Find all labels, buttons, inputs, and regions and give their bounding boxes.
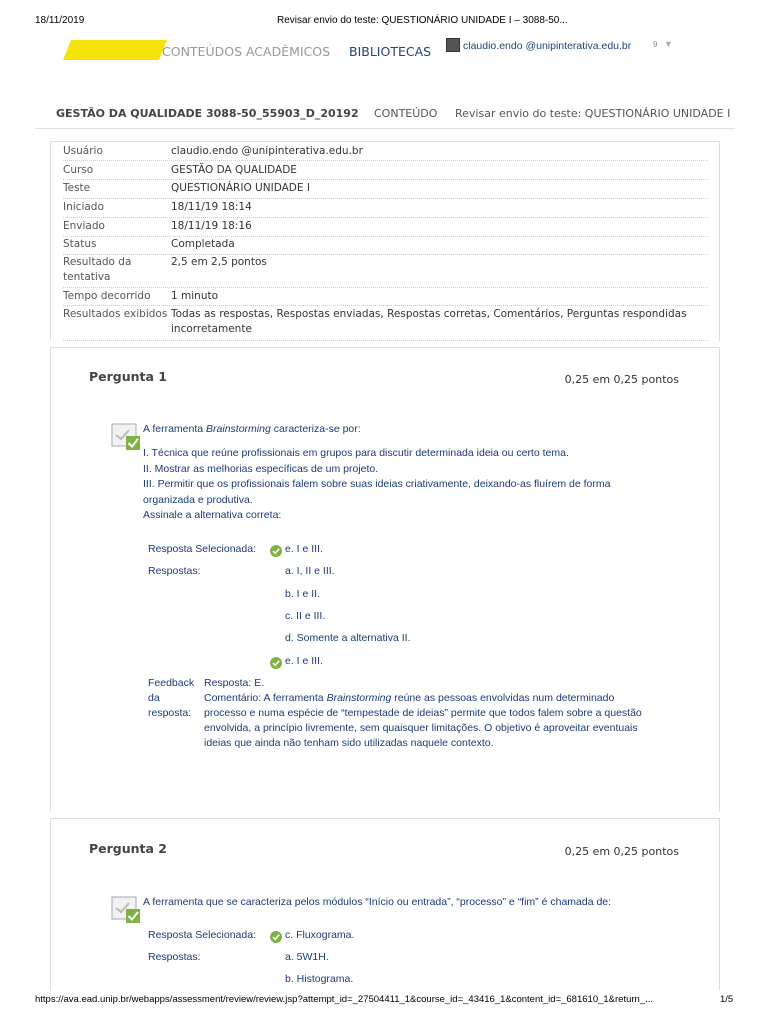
summary-value: 18/11/19 18:16 [171,220,252,232]
answers-label: Respostas: [148,951,201,963]
comment-em: Brainstorming [326,692,392,704]
question-prompt [143,422,683,438]
question-title: Pergunta 1 [89,369,168,384]
summary-value: GESTÃO DA QUALIDADE [171,164,297,176]
answers-label: Respostas: [148,565,201,577]
feedback-comment [204,691,649,751]
breadcrumb-content[interactable]: CONTEÚDO [374,107,438,120]
print-url: https://ava.ead.unip.br/webapps/assessment/review/review.jsp?attempt_id=_27504411_1&course_id=_43416_1&content_id=_681610_1&return_... [35,994,654,1005]
summary-label: Resultados exibidos [63,308,168,320]
summary-value: QUESTIONÁRIO UNIDADE I [171,182,310,194]
feedback-text [204,676,649,751]
answer-option-c: c. II e III. [285,610,326,622]
check-icon [270,545,282,557]
print-header [0,15,768,29]
avatar[interactable] [446,38,460,52]
answer-option-e: e. I e III. [285,655,323,667]
summary-label: Resultado da tentativa [63,256,132,283]
summary-row-curso [63,163,708,180]
answer-option-b: b. I e II. [285,588,321,600]
statement-1: I. Técnica que reúne profissionais em grupos para discutir determinada ideia ou certo tema. [143,447,569,459]
summary-label: Status [63,238,97,250]
statement-2: II. Mostrar as melhorias específicas de um projeto. [143,462,379,475]
user-email[interactable]: claudio.endo @unipinterativa.edu.br [463,40,632,52]
summary-value: 18/11/19 18:14 [171,201,252,213]
breadcrumb-course[interactable]: GESTÃO DA QUALIDADE 3088-50_55903_D_20192 [56,107,359,120]
print-date: 18/11/2019 [35,15,85,26]
chevron-down-icon[interactable]: ▼ [664,39,673,49]
answer-option-d: d. Somente a alternativa II. [285,632,411,644]
summary-row-enviado [63,219,708,237]
summary-row-resultado [63,255,708,288]
breadcrumb [35,101,735,129]
top-nav [35,34,735,70]
selected-answer-label: Resposta Selecionada: [148,543,256,555]
question-points: 0,25 em 0,25 pontos [564,373,679,386]
comment-post: reúne as pessoas envolvidas num determinado processo e numa espécie de “tempestade de ideias” permite que todos falem sobre a questão envolvida, a princípio livremente, sem quaisquer limitações. O objetivo é aproveitar eventuais ideias que ainda não tenham sido utilizadas naquele contexto. [204,692,642,749]
summary-row-resultados-exibidos [63,307,708,341]
summary-value: claudio.endo @unipinterativa.edu.br [171,145,363,157]
summary-label: Curso [63,164,94,176]
summary-value: 2,5 em 2,5 pontos [171,256,267,268]
notification-count[interactable]: 9 [653,40,658,49]
summary-value: 1 minuto [171,290,219,302]
question-panel-2 [50,818,720,990]
print-title: Revisar envio do teste: QUESTIONÁRIO UNIDADE I – 3088-50... [277,15,568,26]
answer-option-a: a. I, II e III. [285,565,335,577]
feedback-label: Feedback da resposta: [148,677,195,719]
selected-answer: c. Fluxograma. [285,929,355,941]
summary-row-tempo [63,289,708,306]
breadcrumb-review: Revisar envio do teste: QUESTIONÁRIO UNIDADE I [455,107,731,120]
comment-pre: Comentário: A ferramenta [204,692,327,704]
prompt-pre: A ferramenta [143,423,207,435]
attempt-summary [50,141,720,341]
nav-bibliotecas[interactable]: BIBLIOTECAS [349,44,432,59]
summary-row-usuario [63,144,708,161]
selected-answer-label: Resposta Selecionada: [148,929,256,941]
summary-label: Enviado [63,220,105,232]
question-status-icon [111,896,141,924]
question-statements [143,446,663,524]
question-prompt: A ferramenta que se caracteriza pelos módulos “Início ou entrada”, “processo” e “fim” é chamada de: [143,896,612,908]
question-points: 0,25 em 0,25 pontos [564,845,679,858]
answer-option-b: b. Histograma. [285,973,354,985]
summary-label: Usuário [63,145,103,157]
unip-logo[interactable] [63,38,167,62]
summary-row-status [63,237,708,255]
svg-text:UNIP: UNIP [77,41,123,62]
check-icon [270,657,282,669]
print-footer [0,994,768,1008]
feedback-answer: Resposta: E. [204,677,265,689]
statement-3: III. Permitir que os profissionais falem sobre suas ideias criativamente, deixando-as fluírem de forma organizada e produtiva. [143,478,611,506]
question-status-icon [111,423,141,451]
question-panel-1 [50,347,720,812]
answer-option-a: a. 5W1H. [285,951,329,963]
summary-value: Completada [171,238,235,250]
question-title: Pergunta 2 [89,841,168,856]
prompt-post: caracteriza-se por: [270,423,361,435]
summary-label: Teste [63,182,91,194]
summary-row-iniciado [63,200,708,218]
summary-row-teste [63,181,708,199]
check-icon [270,931,282,943]
summary-label: Iniciado [63,201,104,213]
prompt-em: Brainstorming [206,423,271,435]
selected-answer: e. I e III. [285,543,323,555]
nav-conteudos-academicos[interactable]: CONTEÚDOS ACADÊMICOS [162,44,331,59]
statement-instruction: Assinale a alternativa correta: [143,509,282,521]
print-page-number: 1/5 [720,994,734,1005]
summary-value: Todas as respostas, Respostas enviadas, Respostas corretas, Comentários, Perguntas respondidas incorretamente [171,308,687,335]
summary-label: Tempo decorrido [63,290,151,302]
